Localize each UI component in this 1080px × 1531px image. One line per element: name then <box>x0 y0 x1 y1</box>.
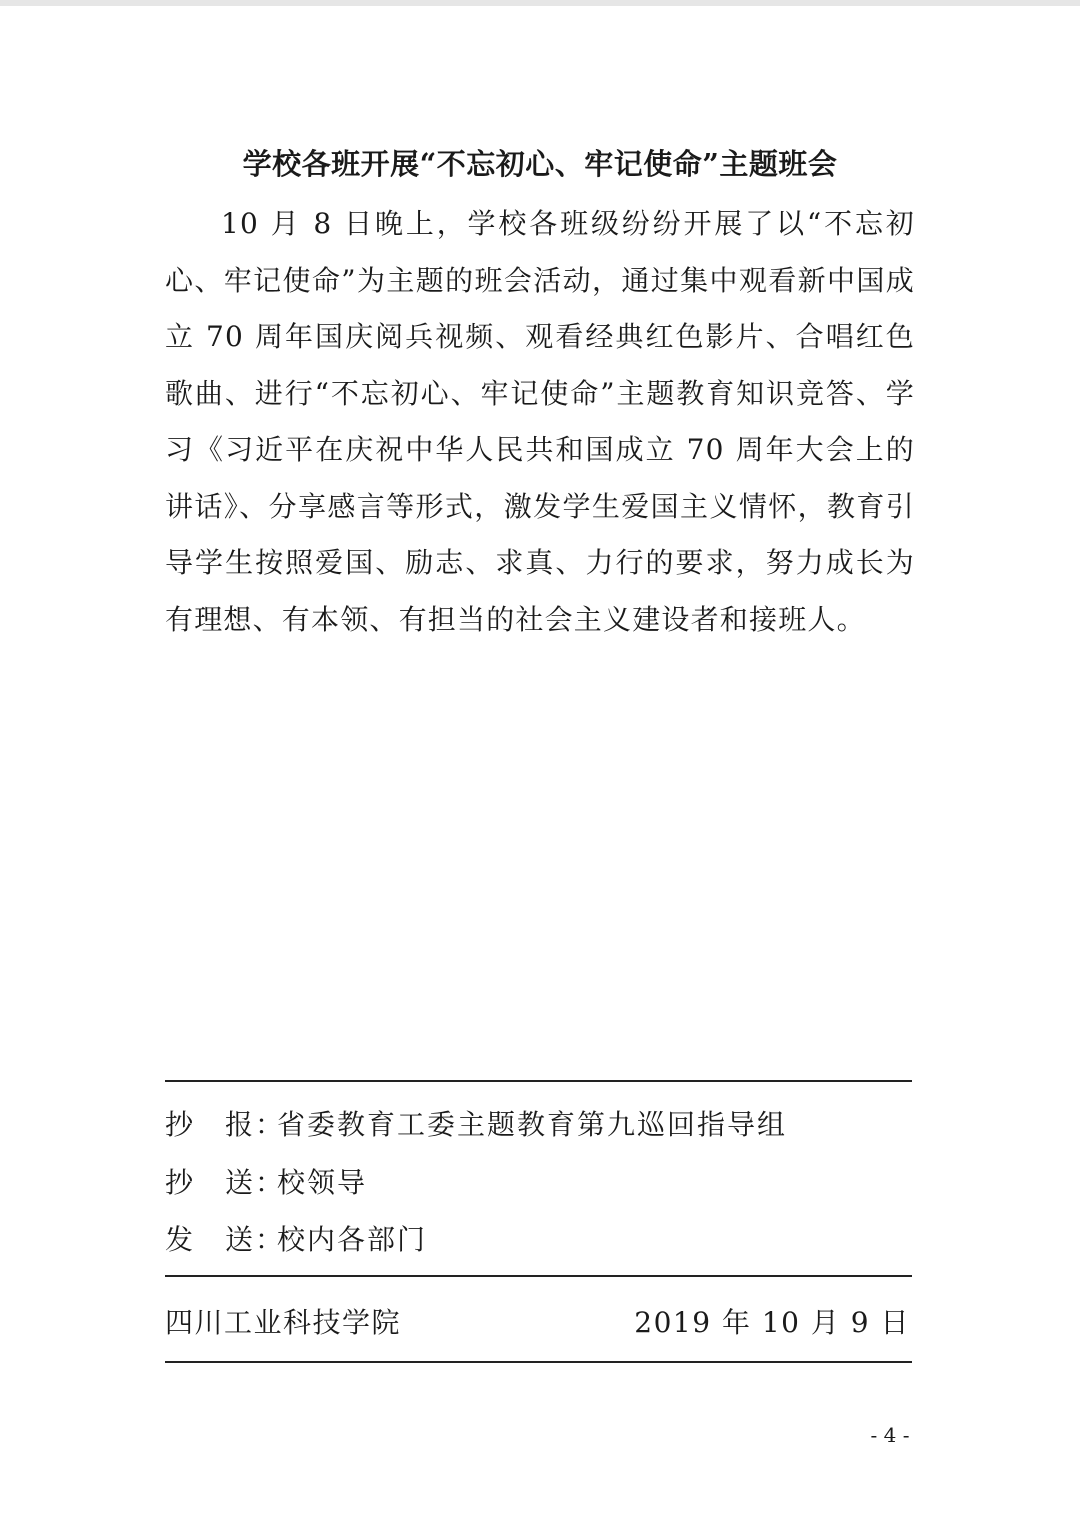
send-to-value: 校内各部门 <box>277 1223 428 1256</box>
footer-bottom-rule <box>165 1361 912 1363</box>
report-to-row <box>165 1105 912 1145</box>
body-paragraph: 10 月 8 日晚上，学校各班级纷纷开展了以“不忘初心、牢记使命”为主题的班会活动，通过集中观看新中国成立 70 周年国庆阅兵视频、观看经典红色影片、合唱红色歌曲、进行“不忘初心、牢记使命”主题教育知识竞答、学习《习近平在庆祝中华人民共和国成立 70 周年大会上的讲话》、分享感言等形式，激发学生爱国主义情怀，教育引导学生按照爱国、励志、求真、力行的要求，努力成长为有理想、有本领、有担当的社会主义建设者和接班人。 <box>165 207 915 636</box>
copy-to-value: 校领导 <box>277 1166 368 1199</box>
page-number: - 4 - <box>870 1423 910 1447</box>
top-edge-bar <box>0 0 1080 6</box>
copy-to-label: 抄 送： <box>165 1166 286 1199</box>
issue-date: 2019 年 10 月 9 日 <box>634 1306 910 1339</box>
copy-to-row <box>165 1163 912 1203</box>
send-to-label: 发 送： <box>165 1223 286 1256</box>
document-title: 学校各班开展“不忘初心、牢记使命”主题班会 <box>242 147 838 181</box>
send-to-row <box>165 1220 912 1260</box>
distribution-bottom-rule <box>165 1275 912 1277</box>
distribution-top-rule <box>165 1080 912 1082</box>
report-to-label: 抄 报： <box>165 1108 286 1141</box>
issuer-name: 四川工业科技学院 <box>165 1306 402 1339</box>
issuer-date-row <box>165 1303 910 1343</box>
report-to-value: 省委教育工委主题教育第九巡回指导组 <box>277 1108 788 1141</box>
